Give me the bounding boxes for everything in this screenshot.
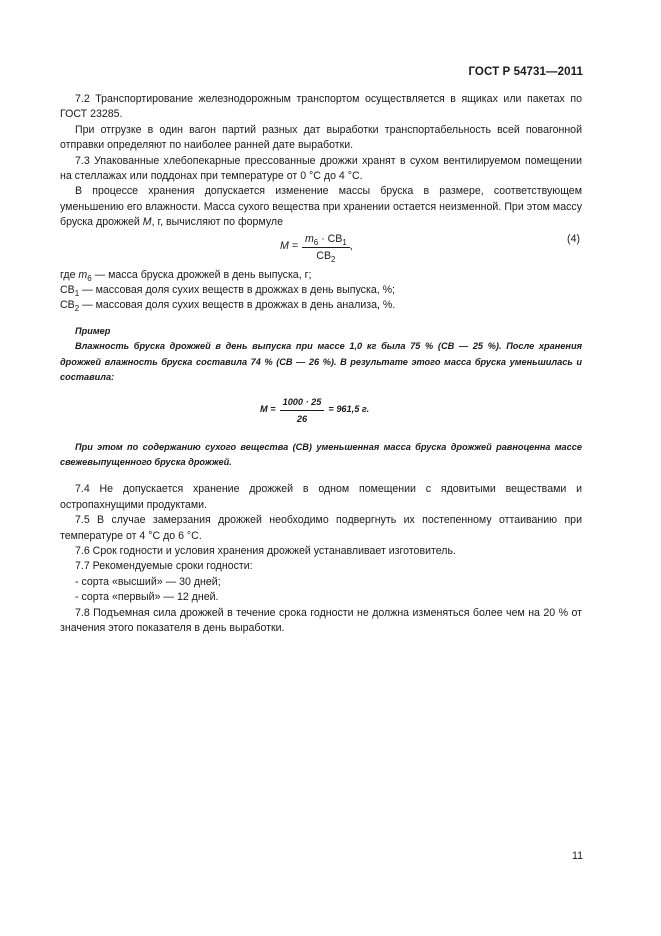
formula-num-mid: · СВ <box>318 232 343 245</box>
paragraph-7-4: 7.4 Не допускается хранение дрожжей в одном помещении с ядовитыми веществами и остропахнущими продуктами. <box>60 483 582 511</box>
definition-text: — массовая доля сухих веществ в дрожжах в день выпуска, %; <box>79 284 395 297</box>
document-header: ГОСТ Р 54731—2011 <box>468 66 583 78</box>
definition-cb2 <box>60 298 582 313</box>
paragraph-7-3: 7.3 Упакованные хлебопекарные прессованные дрожжи хранят в сухом вентилируемом помещении на стеллажах или поддонах при температуре от 0 °С до 4 °С. <box>60 154 582 183</box>
example-formula-denominator: 26 <box>296 413 308 424</box>
mass-variable: М <box>142 216 152 229</box>
example-block <box>60 324 582 470</box>
paragraph-7-7: 7.7 Рекомендуемые сроки годности: <box>75 560 253 573</box>
page-content <box>60 92 582 636</box>
formula-lhs: М = <box>280 240 298 253</box>
page-number: 11 <box>572 850 583 862</box>
example-formula-expression <box>260 395 369 426</box>
formula-definitions <box>60 268 582 314</box>
definition-sub: 6 <box>87 273 92 283</box>
definition-sub: 1 <box>74 289 80 299</box>
example-formula <box>60 395 582 429</box>
paragraph-7-5: 7.5 В случае замерзания дрожжей необходимо подвергнуть их постепенному оттаиванию при температуре от 4 °С до 6 °С. <box>60 514 582 542</box>
example-formula-numerator: 1000 · 25 <box>280 395 325 411</box>
equation-number: (4) <box>567 232 580 245</box>
formula-4 <box>60 232 582 264</box>
mass-text-pre: В процессе хранения допускается изменение массы бруска в размере, соответствующем уменьшению его влажности. Масса сухого вещества при хранении остается неизменной. При этом массу бруска дрожжей <box>60 185 582 229</box>
mass-text-post: , г, вычисляют по формуле <box>151 216 283 229</box>
formula-numerator <box>302 232 350 248</box>
list-item-highest-grade: - сорта «высший» — 30 дней; <box>75 575 221 588</box>
definition-symbol: m <box>78 268 88 281</box>
definition-text: — массовая доля сухих веществ в дрожжах в день анализа, %. <box>79 299 396 312</box>
example-formula-lhs: М = <box>260 404 276 415</box>
definition-sub: 2 <box>74 304 80 314</box>
formula-tail: , <box>349 240 353 253</box>
definition-symbol: СВ <box>60 299 75 312</box>
example-conclusion: При этом по содержанию сухого вещества (СВ) уменьшенная масса бруска дрожжей равноценна массе свежевыпущенного бруска дрожжей. <box>60 441 582 467</box>
definition-symbol: СВ <box>60 284 75 297</box>
paragraph-7-6: 7.6 Срок годности и условия хранения дрожжей устанавливает изготовитель. <box>75 544 456 557</box>
paragraph-7-2-shipping: При отгрузке в один вагон партий разных дат выработки транспортабельность всей повагонной отправки определяют по наиболее ранней дате выработки. <box>60 123 582 152</box>
formula-den-sub: 2 <box>331 254 336 264</box>
formula-num-sub2: 1 <box>342 237 347 247</box>
formula-den-text: СВ <box>316 249 332 262</box>
example-formula-fraction <box>280 395 325 426</box>
paragraph-7-3-mass <box>60 184 582 230</box>
example-text: Влажность бруска дрожжей в день выпуска при массе 1,0 кг была 75 % (СВ — 25 %). После хранения дрожжей влажность бруска составила 74 % (СВ — 26 %). В результате этого масса бруска уменьшилась и составила: <box>60 341 582 383</box>
definition-prefix: где <box>60 268 79 281</box>
formula-num-sub: 6 <box>313 237 319 247</box>
formula-denominator <box>316 248 335 263</box>
list-item-first-grade: - сорта «первый» — 12 дней. <box>75 591 219 604</box>
definition-cb1 <box>60 283 582 298</box>
paragraph-7-2: 7.2 Транспортирование железнодорожным транспортом осуществляется в ящиках или пакетах по ГОСТ 23285. <box>60 93 582 121</box>
formula-fraction <box>302 232 350 263</box>
formula-num-var: m <box>304 232 314 245</box>
storage-items <box>60 482 582 636</box>
paragraph-7-8: 7.8 Подъемная сила дрожжей в течение срока годности не должна изменяться более чем на 20 % от значения этого показателя в день выработки. <box>60 606 582 634</box>
example-title: Пример <box>75 325 111 336</box>
formula-expression <box>280 232 353 263</box>
definition-m6 <box>60 268 582 283</box>
definition-text: — масса бруска дрожжей в день выпуска, г; <box>91 268 312 281</box>
example-formula-rhs: = 961,5 г. <box>328 404 370 415</box>
